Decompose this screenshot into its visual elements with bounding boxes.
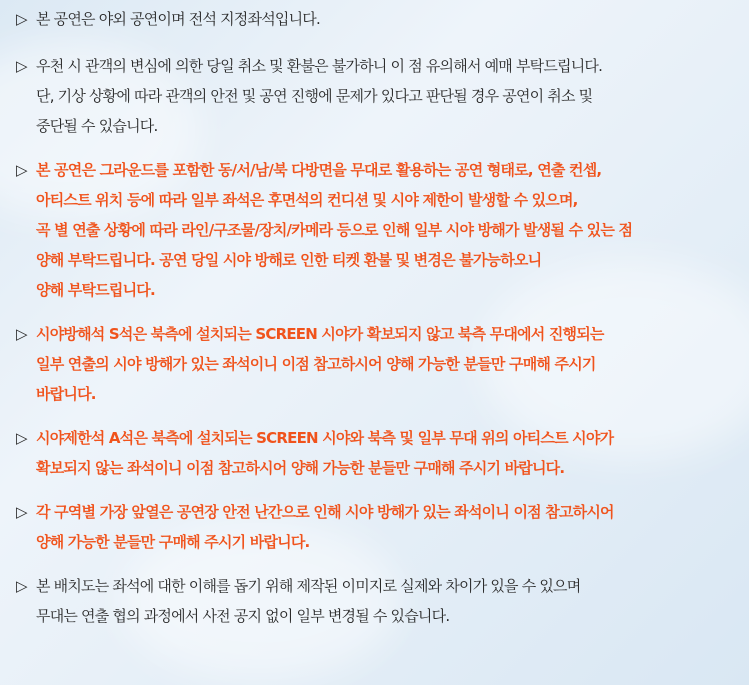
- notice-item: [14, 319, 739, 409]
- notice-text-line: 시야방해석 S석은 북측에 설치되는 SCREEN 시야가 확보되지 않고 북측 무대에서 진행되는: [36, 325, 604, 343]
- notice-text-line: 각 구역별 가장 앞열은 공연장 안전 난간으로 인해 시야 방해가 있는 좌석이니 이점 참고하시어: [36, 503, 614, 521]
- notice-list: [14, 4, 739, 631]
- notice-text-line: 아티스트 위치 등에 따라 일부 좌석은 후면석의 컨디션 및 시야 제한이 발생할 수 있으며,: [36, 191, 578, 209]
- notice-text-line: 확보되지 않는 좌석이니 이점 참고하시어 양해 가능한 분들만 구매해 주시기 바랍니다.: [36, 459, 565, 477]
- notice-text-line: 양해 가능한 분들만 구매해 주시기 바랍니다.: [36, 533, 310, 551]
- notice-text-line: 바랍니다.: [36, 385, 96, 403]
- notice-text-line: 중단될 수 있습니다.: [36, 117, 158, 135]
- notice-item: [14, 497, 739, 557]
- notice-text-line: 우천 시 관객의 변심에 의한 당일 취소 및 환불은 불가하니 이 점 유의해서 예매 부탁드립니다.: [36, 57, 603, 75]
- notice-item: [14, 4, 739, 34]
- notice-text-line: 양해 부탁드립니다. 공연 당일 시야 방해로 인한 티켓 환불 및 변경은 불가능하오니: [36, 251, 542, 269]
- notice-item: [14, 155, 739, 305]
- notice-text-line: 곡 별 연출 상황에 따라 라인/구조물/장치/카메라 등으로 인해 일부 시야 방해가 발생될 수 있는 점: [36, 221, 633, 239]
- triangle-right-outline-icon: ▷: [16, 325, 28, 343]
- triangle-right-outline-icon: ▷: [16, 577, 28, 595]
- notice-item: [14, 571, 739, 631]
- notice-item: [14, 51, 739, 141]
- notice-text-line: 단, 기상 상황에 따라 관객의 안전 및 공연 진행에 문제가 있다고 판단될 경우 공연이 취소 및: [36, 87, 593, 105]
- notice-text-line: 본 배치도는 좌석에 대한 이해를 돕기 위해 제작된 이미지로 실제와 차이가 있을 수 있으며: [36, 577, 581, 595]
- triangle-right-outline-icon: ▷: [16, 503, 28, 521]
- notice-text-line: 본 공연은 야외 공연이며 전석 지정좌석입니다.: [36, 10, 320, 28]
- triangle-right-outline-icon: ▷: [16, 57, 28, 75]
- notice-text-line: 무대는 연출 협의 과정에서 사전 공지 없이 일부 변경될 수 있습니다.: [36, 607, 450, 625]
- notice-item: [14, 423, 739, 483]
- notice-text-line: 양해 부탁드립니다.: [36, 281, 155, 299]
- triangle-right-outline-icon: ▷: [16, 429, 28, 447]
- notice-text-line: 시야제한석 A석은 북측에 설치되는 SCREEN 시야와 북측 및 일부 무대 위의 아티스트 시야가: [36, 429, 614, 447]
- notice-text-line: 일부 연출의 시야 방해가 있는 좌석이니 이점 참고하시어 양해 가능한 분들만 구매해 주시기: [36, 355, 596, 373]
- triangle-right-outline-icon: ▷: [16, 161, 28, 179]
- triangle-right-outline-icon: ▷: [16, 10, 28, 28]
- notice-text-line: 본 공연은 그라운드를 포함한 동/서/남/북 다방면을 무대로 활용하는 공연 형태로, 연출 컨셉,: [36, 161, 602, 179]
